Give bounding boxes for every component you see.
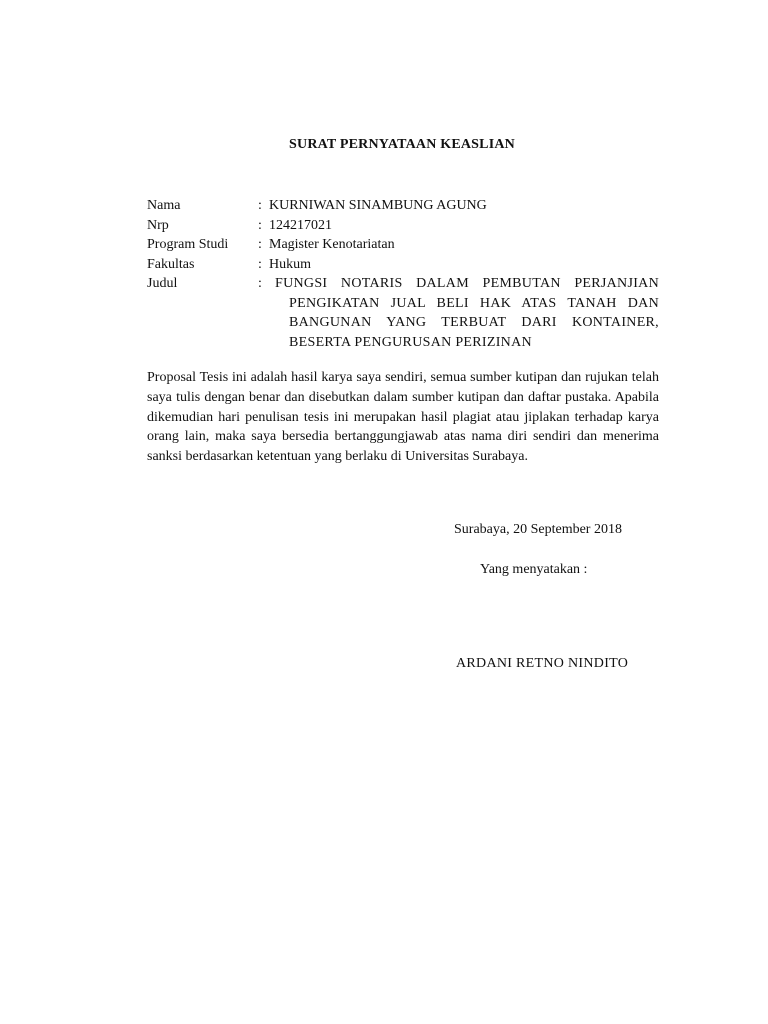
field-colon: : bbox=[258, 276, 262, 291]
field-colon: : bbox=[258, 237, 262, 252]
field-value-judul bbox=[269, 274, 659, 352]
identity-fields bbox=[147, 196, 659, 352]
field-value-program: Magister Kenotariatan bbox=[269, 237, 395, 252]
place-date: Surabaya, 20 September 2018 bbox=[454, 522, 622, 537]
declaration-paragraph: Proposal Tesis ini adalah hasil karya saya sendiri, semua sumber kutipan dan rujukan telah saya tulis dengan benar dan disebutkan dalam sumber kutipan dan daftar pustaka. Apabila dikemudian hari penulisan tesis ini merupakan hasil plagiat atau jiplakan terhadap karya orang lain, maka saya bersedia bertanggungjawab atas nama diri sendiri dan menerima sanksi berdasarkan ketentuan yang berlaku di Universitas Surabaya. bbox=[147, 370, 659, 465]
field-label-judul: Judul bbox=[147, 276, 178, 291]
judul-line: BESERTA PENGURUSAN PERIZINAN bbox=[289, 334, 532, 350]
judul-line: PENGIKATAN JUAL BELI HAK ATAS TANAH DAN bbox=[289, 295, 659, 311]
judul-line: FUNGSI NOTARIS DALAM PEMBUTAN PERJANJIAN bbox=[275, 276, 659, 291]
field-row-program bbox=[147, 235, 659, 255]
document-title: SURAT PERNYATAAN KEASLIAN bbox=[289, 137, 515, 152]
field-colon: : bbox=[258, 198, 262, 213]
field-colon: : bbox=[258, 256, 262, 272]
field-label-program: Program Studi bbox=[147, 237, 229, 252]
field-row-fakultas bbox=[147, 255, 659, 275]
field-value-fakultas: Hukum bbox=[269, 256, 311, 272]
field-row-nrp bbox=[147, 216, 659, 236]
field-label-fakultas: Fakultas bbox=[147, 256, 195, 272]
declarer-label: Yang menyatakan : bbox=[480, 562, 588, 577]
signer-name: ARDANI RETNO NINDITO bbox=[456, 656, 629, 671]
field-value-nama: KURNIWAN SINAMBUNG AGUNG bbox=[269, 198, 487, 213]
field-row-judul bbox=[147, 274, 659, 352]
field-value-nrp: 124217021 bbox=[269, 217, 332, 233]
field-label-nrp: Nrp bbox=[147, 217, 169, 233]
field-label-nama: Nama bbox=[147, 198, 181, 213]
field-row-nama bbox=[147, 196, 659, 216]
field-colon: : bbox=[258, 217, 262, 233]
judul-line: BANGUNAN YANG TERBUAT DARI KONTAINER, bbox=[289, 315, 659, 330]
